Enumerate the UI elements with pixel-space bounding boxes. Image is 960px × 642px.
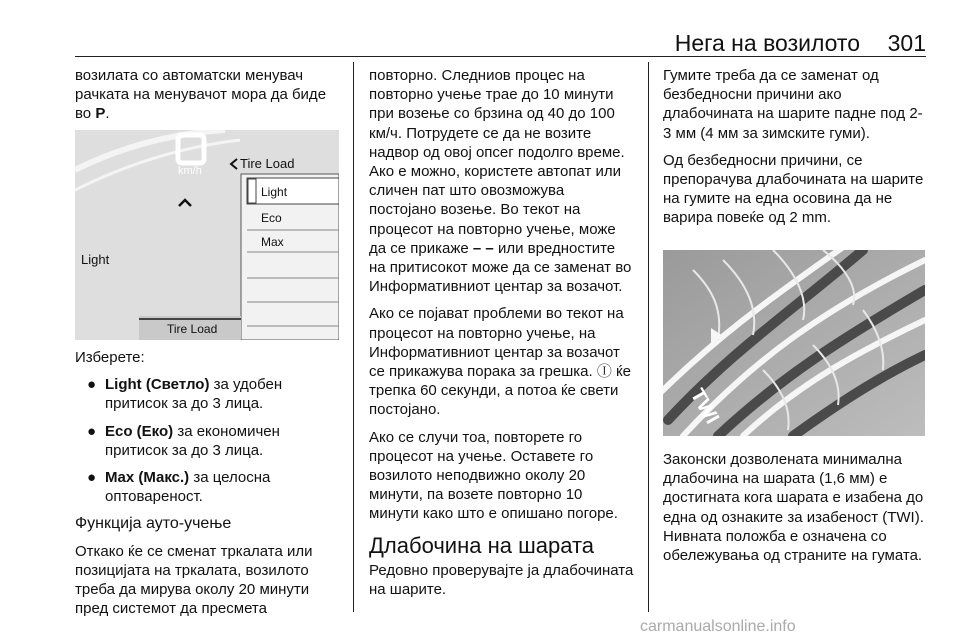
left-label-light: Light — [81, 252, 110, 267]
speed-unit: km/h — [178, 165, 202, 177]
column-divider-2 — [648, 62, 649, 612]
bullet-item: ● Eco (Еко) за економичен притисок за до 3 лица. — [87, 422, 280, 459]
twi-paragraph: Законски дозволената минимална длабочина на шарата (1,6 мм) е достигната кога шарата е изабена до една од ознаките за изабеност (TWI). Нивната положба е означена со обележувања од страните на гумата. — [663, 451, 924, 565]
column-1 — [75, 66, 343, 132]
page-header-title: Нега на возилото — [674, 30, 860, 56]
section-heading-tread-depth: Длабочина на шарата — [369, 532, 595, 558]
auto-learn-paragraph: Откако ќе се сменат тркалата или позицијата на тркалата, возилото треба да мирува околу 20 минути пред системот да пресмета — [75, 542, 313, 618]
column-2 — [369, 66, 635, 607]
repeat-paragraph: Ако се случи тоа, повторете го процесот на учење. Оставете го возилото неподвижно околу 20 минути, па возете повторно 10 минути како што е опишано погоре. — [369, 428, 618, 523]
bullet-item: ● Light (Светло) за удобен притисок за до 3 лица. — [87, 376, 283, 413]
tire-load-title: Tire Load — [240, 156, 295, 171]
select-label: Изберете: — [75, 349, 145, 366]
intro-paragraph: возилата со автоматски менувач рачката на менувачот мора да биде во P. — [75, 67, 327, 123]
axle-paragraph: Од безбедносни причини, се препорачува длабочината на шарите на гумите на една осовина да не варира повеќе од 2 mm. — [663, 151, 924, 227]
column-3 — [663, 66, 927, 236]
watermark: carmanualsonline.info — [640, 618, 796, 635]
replace-paragraph: Гумите треба да се заменат од безбедносни причини ако длабочината на шарите падне под 2-3 мм (4 мм за зимските гуми). — [663, 67, 923, 142]
header-rule — [75, 56, 926, 57]
error-paragraph: Ако се појават проблеми во текот на процесот на повторно учење, на Информативниот центар за возачот се прикажува порака за грешка. Ⓘ ќе трепка 60 секунди, а потоа ќе свети постојано. — [369, 305, 631, 419]
bullet-item: ● Max (Макс.) за целосна оптовареност. — [87, 469, 271, 506]
page-number: 301 — [887, 30, 926, 56]
menu-item-max: Max — [261, 235, 284, 249]
tire-tread-figure — [663, 250, 925, 436]
menu-item-light: Light — [261, 185, 288, 199]
speed-digit: 0 — [275, 135, 277, 137]
column-3-lower — [663, 450, 927, 573]
column-1-lower — [75, 348, 343, 626]
bottom-label-tire-load: Tire Load — [167, 322, 218, 336]
tread-check-paragraph: Редовно проверувајте ја длабочината на шарите. — [369, 561, 634, 599]
twi-label: TWI — [685, 385, 724, 428]
menu-item-eco: Eco — [261, 211, 282, 225]
subheading-auto-learn: Функција ауто-учење — [75, 515, 232, 533]
relearn-paragraph: повторно. Следниов процес на повторно учење трае до 10 минути при возење со брзина од 40 до 100 км/ч. Потрудете се да не возите надвор од овој опсег подолго време. Ако е можно, користете автопат или сличен пат што овозможува постојано возење. Во текот на процесот на повторно учење, може да се прикаже – – или вредностите на притисокот може да се заменат во Информативниот центар за возачот. — [369, 67, 632, 296]
warning-icon: Ⓘ — [596, 363, 612, 381]
column-divider-1 — [353, 62, 354, 612]
dic-display-figure — [75, 130, 339, 340]
